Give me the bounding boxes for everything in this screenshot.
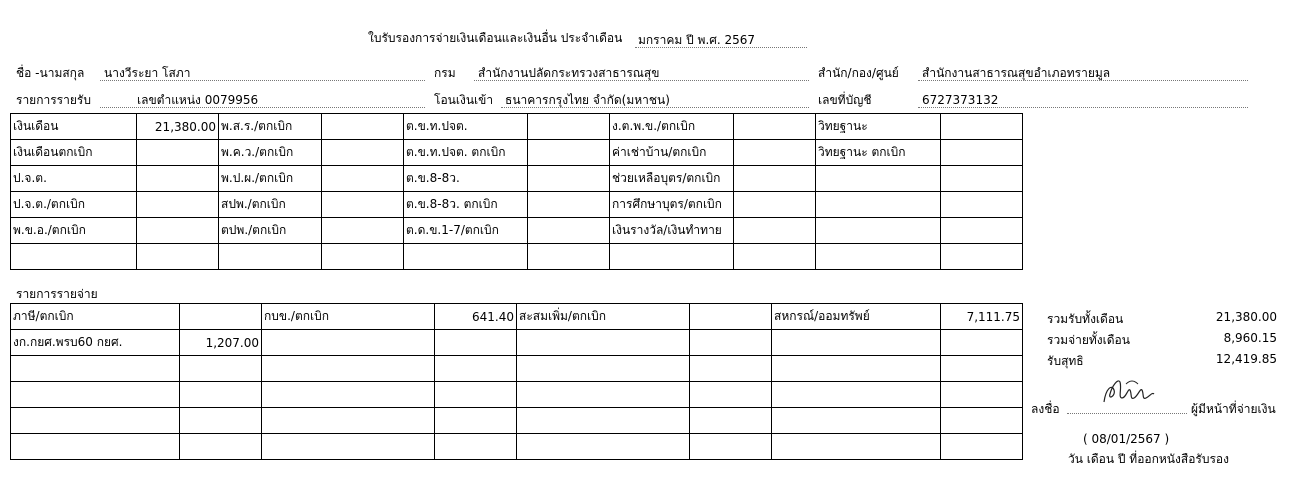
income-cell: ต.ข.8-8ว. bbox=[404, 166, 528, 192]
expense-cell bbox=[435, 434, 517, 460]
expense-cell bbox=[435, 330, 517, 356]
income-cell bbox=[322, 140, 404, 166]
expense-cell: งก.กยศ.พรบ60 กยศ. bbox=[11, 330, 180, 356]
period-underline bbox=[635, 47, 807, 48]
expense-cell bbox=[941, 356, 1023, 382]
income-cell bbox=[322, 244, 404, 270]
position-underline bbox=[100, 107, 425, 108]
dept-underline bbox=[474, 80, 809, 81]
expense-cell bbox=[435, 382, 517, 408]
office-underline bbox=[918, 80, 1248, 81]
expense-cell bbox=[180, 434, 262, 460]
expense-cell: สะสมเพิ่ม/ตกเบิก bbox=[517, 304, 690, 330]
income-cell bbox=[11, 244, 137, 270]
expense-cell bbox=[941, 408, 1023, 434]
income-table bbox=[10, 113, 1023, 270]
expense-cell: 7,111.75 bbox=[941, 304, 1023, 330]
income-cell bbox=[816, 166, 941, 192]
expense-cell bbox=[690, 382, 772, 408]
income-cell bbox=[941, 166, 1023, 192]
expense-cell bbox=[11, 356, 180, 382]
expense-row bbox=[11, 356, 1023, 382]
account-label: เลขที่บัญชี bbox=[818, 93, 872, 107]
expense-cell bbox=[11, 434, 180, 460]
income-cell bbox=[137, 244, 219, 270]
document-title: ใบรับรองการจ่ายเงินเดือนและเงินอื่น ประจำเดือน bbox=[368, 31, 623, 45]
bank-value: ธนาคารกรุงไทย จำกัด(มหาชน) bbox=[505, 93, 670, 107]
expense-cell bbox=[772, 382, 941, 408]
expense-cell bbox=[941, 434, 1023, 460]
expense-cell bbox=[772, 408, 941, 434]
income-cell: 21,380.00 bbox=[137, 114, 219, 140]
name-underline bbox=[100, 80, 425, 81]
income-cell: เงินเดือนตกเบิก bbox=[11, 140, 137, 166]
income-row bbox=[11, 140, 1023, 166]
expense-cell bbox=[690, 304, 772, 330]
income-cell bbox=[528, 166, 610, 192]
expense-cell bbox=[941, 330, 1023, 356]
income-row bbox=[11, 192, 1023, 218]
expense-cell: สหกรณ์/ออมทรัพย์ bbox=[772, 304, 941, 330]
income-row bbox=[11, 218, 1023, 244]
income-cell: ช่วยเหลือบุตร/ตกเบิก bbox=[610, 166, 734, 192]
income-cell: ง.ต.พ.ข./ตกเบิก bbox=[610, 114, 734, 140]
expense-cell bbox=[180, 356, 262, 382]
sign-line bbox=[1067, 413, 1187, 414]
net-value: 12,419.85 bbox=[1215, 352, 1277, 366]
income-cell: พ.ส.ร./ตกเบิก bbox=[219, 114, 322, 140]
issue-date: ( 08/01/2567 ) bbox=[1083, 432, 1170, 446]
account-value: 6727373132 bbox=[922, 93, 999, 107]
expense-row bbox=[11, 304, 1023, 330]
account-underline bbox=[918, 107, 1248, 108]
income-cell: ป.จ.ต./ตกเบิก bbox=[11, 192, 137, 218]
income-cell bbox=[734, 114, 816, 140]
income-cell bbox=[137, 140, 219, 166]
expense-cell: ภาษี/ตกเบิก bbox=[11, 304, 180, 330]
office-label: สำนัก/กอง/ศูนย์ bbox=[818, 66, 899, 80]
total-income-label: รวมรับทั้งเดือน bbox=[1047, 312, 1124, 326]
income-cell bbox=[941, 140, 1023, 166]
expense-cell bbox=[517, 434, 690, 460]
document-period: มกราคม ปี พ.ศ. 2567 bbox=[638, 33, 756, 47]
expense-cell bbox=[772, 434, 941, 460]
income-cell bbox=[734, 218, 816, 244]
expense-label: รายการรายจ่าย bbox=[16, 287, 98, 301]
expense-cell bbox=[772, 330, 941, 356]
income-cell bbox=[322, 218, 404, 244]
income-cell bbox=[734, 192, 816, 218]
sign-label: ลงชื่อ bbox=[1031, 402, 1060, 416]
income-cell bbox=[528, 140, 610, 166]
expense-cell: 1,207.00 bbox=[180, 330, 262, 356]
income-cell: ต.ข.ท.ปจต. ตกเบิก bbox=[404, 140, 528, 166]
expense-cell bbox=[180, 382, 262, 408]
name-label: ชื่อ -นามสกุล bbox=[16, 66, 85, 80]
income-cell: วิทยฐานะ ตกเบิก bbox=[816, 140, 941, 166]
expense-cell bbox=[262, 330, 435, 356]
income-cell bbox=[528, 114, 610, 140]
income-row bbox=[11, 114, 1023, 140]
income-cell bbox=[137, 218, 219, 244]
income-cell bbox=[322, 114, 404, 140]
position-value: เลขตำแหน่ง 0079956 bbox=[137, 93, 259, 107]
income-cell bbox=[816, 192, 941, 218]
expense-cell bbox=[690, 434, 772, 460]
income-cell bbox=[734, 166, 816, 192]
expense-cell bbox=[262, 434, 435, 460]
expense-cell bbox=[11, 382, 180, 408]
expense-row bbox=[11, 382, 1023, 408]
income-cell bbox=[941, 244, 1023, 270]
expense-cell bbox=[690, 408, 772, 434]
expense-cell bbox=[517, 330, 690, 356]
income-cell: ต.ด.ข.1-7/ตกเบิก bbox=[404, 218, 528, 244]
income-cell bbox=[137, 192, 219, 218]
income-cell: การศึกษาบุตร/ตกเบิก bbox=[610, 192, 734, 218]
income-cell: เงินรางวัล/เงินทำทาย bbox=[610, 218, 734, 244]
total-income-value: 21,380.00 bbox=[1215, 310, 1277, 324]
income-cell bbox=[941, 114, 1023, 140]
income-cell: ตปพ./ตกเบิก bbox=[219, 218, 322, 244]
income-row bbox=[11, 166, 1023, 192]
expense-cell bbox=[435, 408, 517, 434]
income-cell bbox=[734, 244, 816, 270]
income-cell: พ.ค.ว./ตกเบิก bbox=[219, 140, 322, 166]
income-cell: พ.ข.อ./ตกเบิก bbox=[11, 218, 137, 244]
income-cell: ต.ข.8-8ว. ตกเบิก bbox=[404, 192, 528, 218]
income-cell bbox=[404, 244, 528, 270]
expense-cell bbox=[180, 408, 262, 434]
income-cell: ป.จ.ต. bbox=[11, 166, 137, 192]
expense-cell bbox=[517, 356, 690, 382]
transfer-label: โอนเงินเข้า bbox=[434, 93, 494, 107]
income-cell bbox=[941, 192, 1023, 218]
expense-cell bbox=[772, 356, 941, 382]
office-value: สำนักงานสาธารณสุขอำเภอทรายมูล bbox=[922, 66, 1111, 80]
income-cell: ต.ข.ท.ปจต. bbox=[404, 114, 528, 140]
total-expense-value: 8,960.15 bbox=[1223, 331, 1277, 345]
income-cell bbox=[322, 166, 404, 192]
income-label: รายการรายรับ bbox=[16, 93, 91, 107]
income-cell: เงินเดือน bbox=[11, 114, 137, 140]
income-row bbox=[11, 244, 1023, 270]
expense-cell bbox=[262, 356, 435, 382]
expense-row bbox=[11, 330, 1023, 356]
income-cell bbox=[137, 166, 219, 192]
expense-row bbox=[11, 434, 1023, 460]
income-cell bbox=[528, 218, 610, 244]
expense-cell: 641.40 bbox=[435, 304, 517, 330]
expense-cell bbox=[690, 356, 772, 382]
dept-label: กรม bbox=[434, 66, 456, 80]
expense-cell bbox=[435, 356, 517, 382]
income-cell bbox=[322, 192, 404, 218]
expense-cell: กบข./ตกเบิก bbox=[262, 304, 435, 330]
expense-cell bbox=[11, 408, 180, 434]
income-cell bbox=[941, 218, 1023, 244]
expense-cell bbox=[262, 382, 435, 408]
issue-date-caption: วัน เดือน ปี ที่ออกหนังสือรับรอง bbox=[1068, 452, 1229, 466]
signer-role: ผู้มีหน้าที่จ่ายเงิน bbox=[1191, 402, 1276, 416]
income-cell bbox=[219, 244, 322, 270]
income-cell: ค่าเช่าบ้าน/ตกเบิก bbox=[610, 140, 734, 166]
signature-mark bbox=[1098, 376, 1158, 410]
name-value: นางวีระยา โสภา bbox=[104, 66, 191, 80]
expense-table bbox=[10, 303, 1023, 460]
dept-value: สำนักงานปลัดกระทรวงสาธารณสุข bbox=[478, 66, 660, 80]
total-expense-label: รวมจ่ายทั้งเดือน bbox=[1047, 333, 1130, 347]
income-cell bbox=[528, 192, 610, 218]
expense-row bbox=[11, 408, 1023, 434]
expense-cell bbox=[517, 382, 690, 408]
income-cell bbox=[610, 244, 734, 270]
expense-cell bbox=[690, 330, 772, 356]
bank-underline bbox=[501, 107, 809, 108]
income-cell: วิทยฐานะ bbox=[816, 114, 941, 140]
income-cell bbox=[816, 244, 941, 270]
income-cell bbox=[528, 244, 610, 270]
expense-cell bbox=[517, 408, 690, 434]
expense-cell bbox=[180, 304, 262, 330]
income-cell: สปพ./ตกเบิก bbox=[219, 192, 322, 218]
income-cell bbox=[816, 218, 941, 244]
income-cell bbox=[734, 140, 816, 166]
expense-cell bbox=[262, 408, 435, 434]
income-cell: พ.ป.ผ./ตกเบิก bbox=[219, 166, 322, 192]
expense-cell bbox=[941, 382, 1023, 408]
net-label: รับสุทธิ bbox=[1047, 354, 1084, 368]
